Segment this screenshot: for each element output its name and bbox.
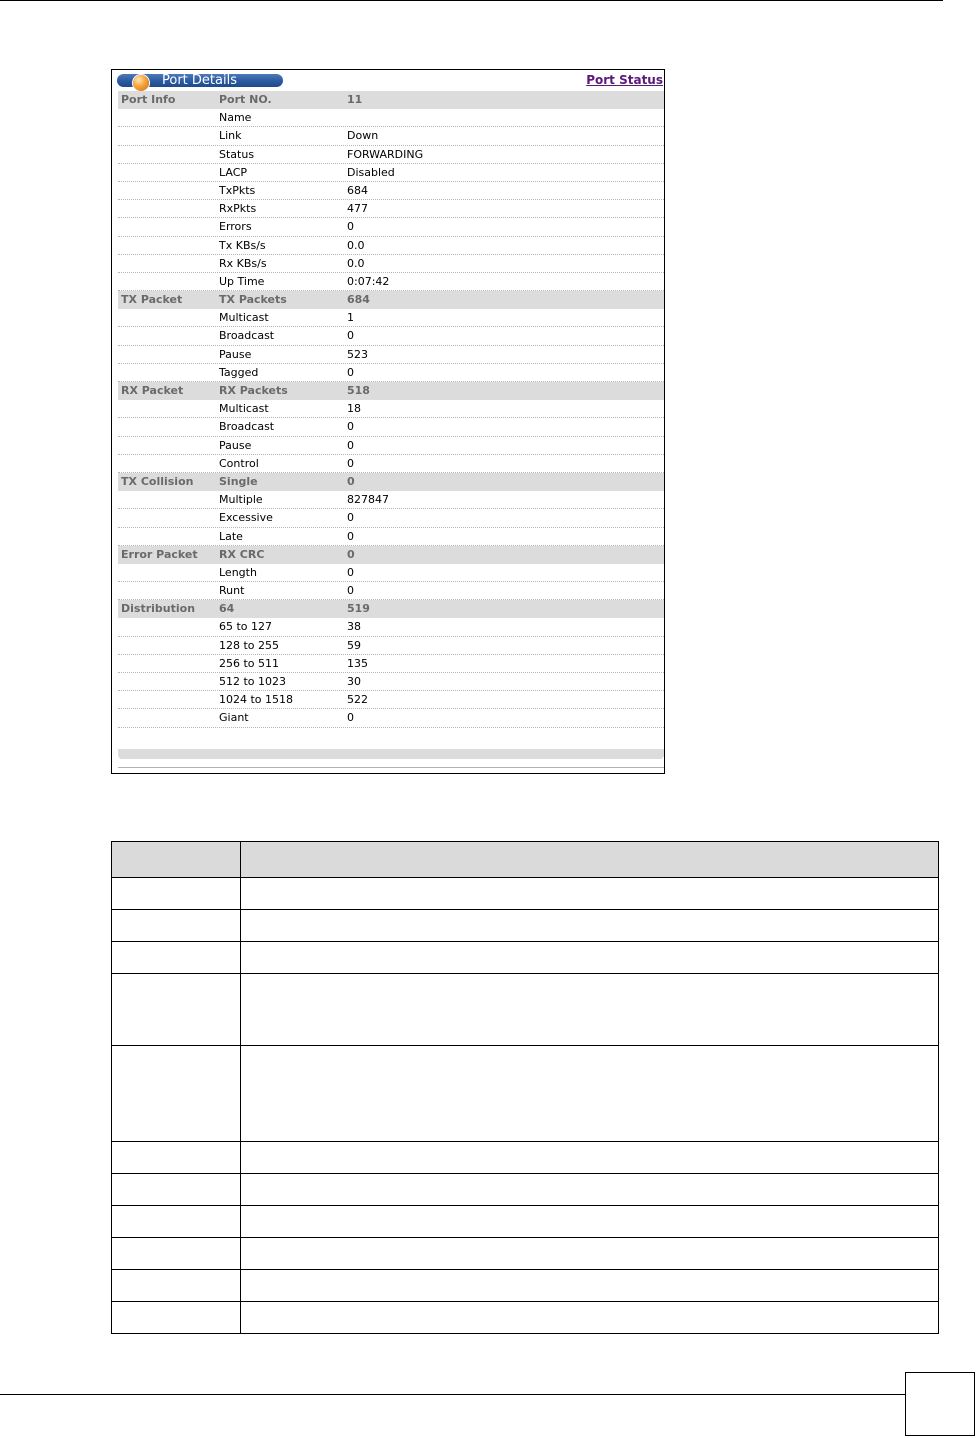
table-row	[112, 1174, 939, 1206]
field-label: 128 to 255	[219, 638, 280, 652]
detail-row	[118, 437, 664, 455]
detail-row	[118, 146, 664, 164]
field-value: 0	[347, 474, 355, 488]
detail-row	[118, 364, 664, 382]
field-label: Tx KBs/s	[219, 238, 266, 252]
field-label: Runt	[219, 584, 245, 598]
field-label: Broadcast	[219, 420, 275, 434]
detail-row	[118, 218, 664, 236]
detail-row	[118, 327, 664, 345]
detail-row	[118, 237, 664, 255]
detail-row	[118, 255, 664, 273]
detail-row	[118, 618, 664, 636]
field-value: Down	[347, 129, 379, 143]
detail-row	[118, 509, 664, 527]
field-value: 0.0	[347, 256, 365, 270]
field-value: 38	[347, 620, 361, 634]
field-label: 64	[219, 602, 235, 616]
detail-row	[118, 582, 664, 600]
section-header-row	[118, 546, 664, 564]
field-label: 256 to 511	[219, 656, 280, 670]
field-value: 30	[347, 675, 361, 688]
field-label: Tagged	[219, 365, 259, 379]
detail-row	[118, 182, 664, 200]
field-label: Control	[219, 456, 259, 470]
detail-row	[118, 491, 664, 509]
table-row	[112, 942, 939, 974]
detail-row	[118, 400, 664, 418]
table-header-row	[112, 842, 939, 878]
detail-row	[118, 528, 664, 546]
panel-footer-bar	[118, 749, 664, 759]
field-value: 522	[347, 693, 368, 707]
field-value: 0	[347, 438, 354, 452]
field-label: Multicast	[219, 311, 269, 325]
field-label: RX Packets	[219, 384, 288, 397]
description-table	[111, 841, 939, 1334]
field-label: Pause	[219, 438, 252, 452]
detail-row	[118, 109, 664, 127]
orange-ball-icon	[133, 75, 149, 91]
detail-row	[118, 691, 664, 709]
field-label: Up Time	[219, 274, 265, 288]
field-value: 518	[347, 384, 370, 397]
field-value: 0	[347, 511, 354, 525]
field-label: Name	[219, 111, 252, 125]
detail-row	[118, 127, 664, 145]
field-value: 0	[347, 456, 354, 470]
table-row	[112, 1142, 939, 1174]
field-label: Status	[219, 147, 255, 161]
section-header-row	[118, 600, 664, 618]
field-value: 0	[347, 547, 355, 561]
table-row	[112, 878, 939, 910]
section-header-row	[118, 382, 664, 400]
section-label: TX Packet	[121, 293, 183, 307]
field-value: 0	[347, 220, 354, 234]
field-value: 0:07:42	[347, 274, 390, 288]
detail-row	[118, 418, 664, 436]
detail-row	[118, 164, 664, 182]
panel-title: Port Details	[162, 73, 237, 88]
field-label: Single	[219, 474, 258, 488]
detail-row	[118, 273, 664, 291]
field-label: RxPkts	[219, 202, 257, 216]
field-value: 0	[347, 420, 354, 434]
table-row	[112, 1270, 939, 1302]
port-details-panel	[111, 69, 665, 774]
detail-row	[118, 709, 664, 727]
table-row	[112, 910, 939, 942]
field-value: 0	[347, 529, 354, 543]
detail-row	[118, 309, 664, 327]
table-row	[112, 1302, 939, 1334]
field-value: 1	[347, 311, 354, 325]
field-value: 684	[347, 293, 370, 307]
field-value: 0	[347, 329, 354, 343]
table-row	[112, 974, 939, 1046]
top-rule	[0, 0, 943, 1]
field-label: Link	[219, 129, 242, 143]
field-label: 65 to 127	[219, 620, 273, 634]
field-value: 18	[347, 402, 361, 416]
table-row	[112, 1046, 939, 1142]
detail-row	[118, 564, 664, 582]
field-value: FORWARDING	[347, 147, 424, 161]
field-label: TX Packets	[219, 293, 287, 307]
field-label: Giant	[219, 711, 249, 725]
field-value: 0	[347, 711, 354, 725]
section-label: Port Info	[121, 93, 176, 106]
bottom-rule	[0, 1394, 905, 1395]
field-value: 0.0	[347, 238, 365, 252]
field-value: 477	[347, 202, 368, 216]
field-label: Multiple	[219, 493, 263, 507]
field-value: 519	[347, 602, 370, 616]
section-label: RX Packet	[121, 384, 184, 397]
panel-title-bar	[117, 74, 283, 87]
detail-row	[118, 346, 664, 364]
table-row	[112, 1206, 939, 1238]
field-value: 827847	[347, 493, 389, 507]
section-label: Distribution	[121, 602, 196, 616]
section-header-row	[118, 473, 664, 491]
field-value: 684	[347, 183, 368, 197]
field-label: Pause	[219, 347, 252, 361]
section-header-row	[118, 91, 664, 109]
field-value: 0	[347, 584, 354, 598]
section-label: Error Packet	[121, 547, 198, 561]
detail-row	[118, 200, 664, 218]
detail-row	[118, 637, 664, 655]
field-label: Port NO.	[219, 93, 272, 106]
field-label: Multicast	[219, 402, 269, 416]
field-label: Broadcast	[219, 329, 275, 343]
field-value: 59	[347, 638, 361, 652]
field-label: RX CRC	[219, 547, 265, 561]
field-label: LACP	[219, 165, 248, 179]
panel-footer-rule	[118, 767, 664, 768]
field-label: Excessive	[219, 511, 273, 525]
field-label: Late	[219, 529, 243, 543]
section-header-row	[118, 291, 664, 309]
table-row	[112, 1238, 939, 1270]
field-value: 523	[347, 347, 368, 361]
port-status-link[interactable]: Port Status	[586, 73, 663, 87]
field-label: Length	[219, 565, 257, 579]
field-value: Disabled	[347, 165, 395, 179]
field-label: 1024 to 1518	[219, 693, 294, 707]
port-details-rows	[118, 91, 664, 728]
detail-row	[118, 455, 664, 473]
field-label: TxPkts	[219, 183, 256, 197]
field-value: 135	[347, 656, 368, 670]
page-number-box	[905, 1372, 975, 1436]
field-label: 512 to 1023	[219, 675, 287, 688]
section-label: TX Collision	[121, 474, 194, 488]
field-value: 11	[347, 93, 363, 106]
detail-row	[118, 673, 664, 691]
detail-row	[118, 655, 664, 673]
field-value: 0	[347, 365, 354, 379]
field-label: Errors	[219, 220, 252, 234]
field-value: 0	[347, 565, 354, 579]
field-label: Rx KBs/s	[219, 256, 267, 270]
